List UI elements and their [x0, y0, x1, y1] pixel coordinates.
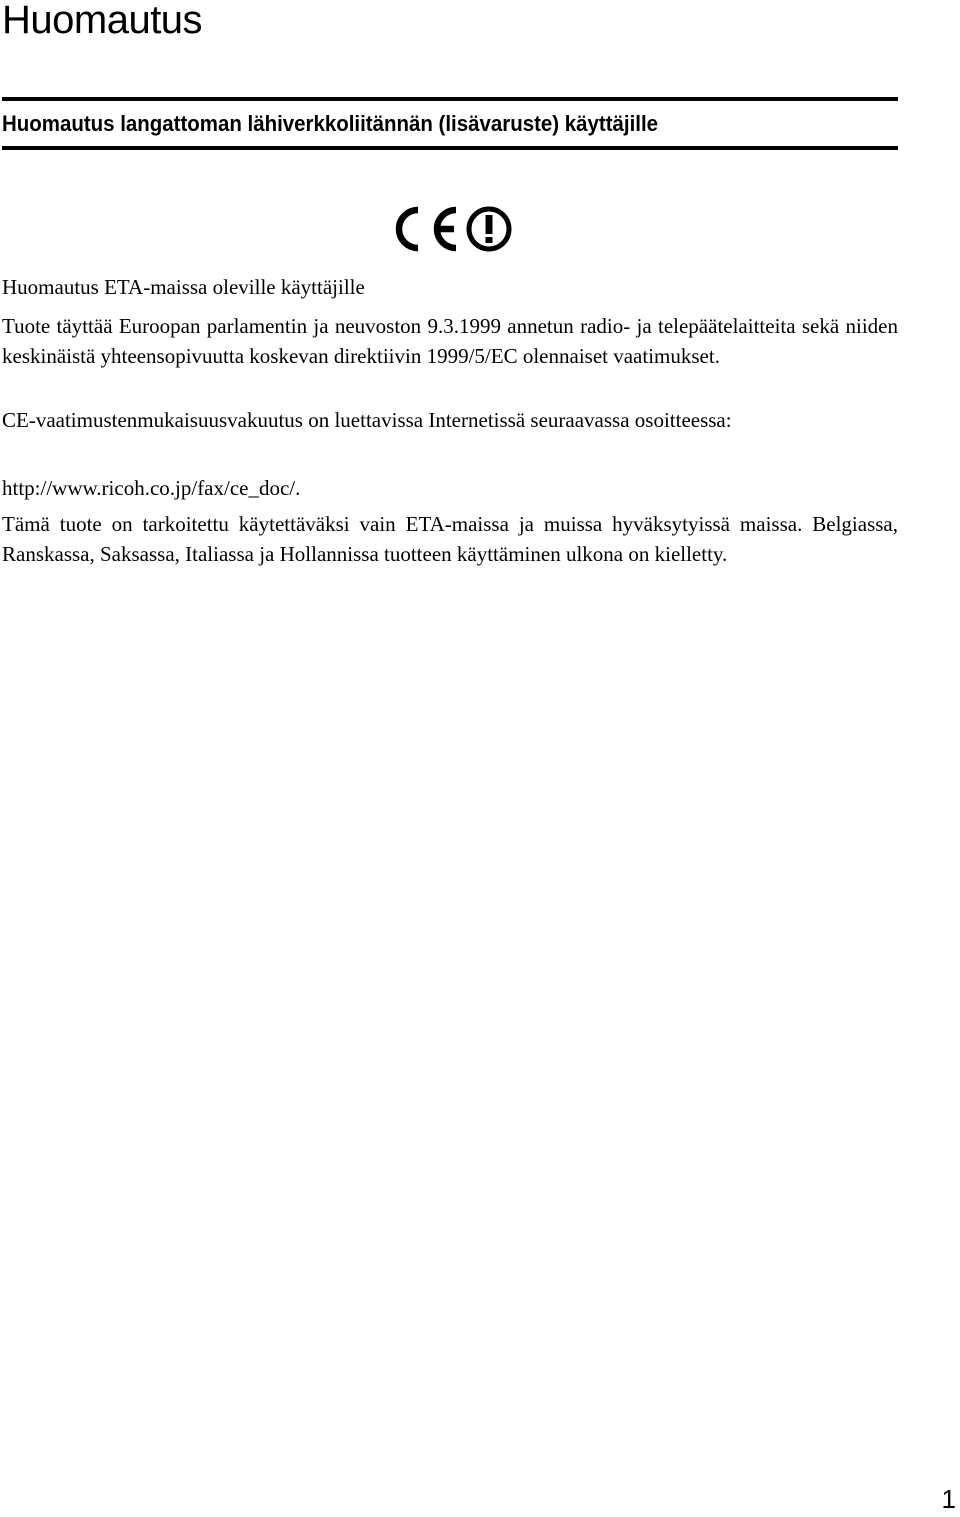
paragraph-usage-restriction: Tämä tuote on tarkoitettu käytettäväksi vain ETA-maissa ja muissa hyväksytyissä maissa. Belgiassa, Ranskassa, Saksassa, Italiassa ja Hollannissa tuotteen käyttäminen ulkona on kielletty. — [2, 512, 898, 566]
alert-icon — [469, 209, 509, 249]
declaration-url: http://www.ricoh.co.jp/fax/ce_doc/. — [2, 476, 301, 500]
section-heading: Huomautus langattoman lähiverkkoliitännän (lisävaruste) käyttäjille — [2, 111, 659, 136]
heading-rule-bottom — [2, 146, 898, 150]
ce-alert-marks — [388, 206, 514, 252]
paragraph-directive: Tuote täyttää Euroopan parlamentin ja neuvoston 9.3.1999 annetun radio- ja telepäätelaitteita sekä niiden keskinäistä yhteensopivuutta koskevan direktiivin 1999/5/EC olennaiset vaatimukset. — [2, 314, 898, 368]
page-number: 1 — [941, 1484, 956, 1514]
paragraph-declaration: CE-vaatimustenmukaisuusvakuutus on luettavissa Internetissä seuraavassa osoitteessa: — [2, 408, 732, 432]
eea-subheading: Huomautus ETA-maissa oleville käyttäjille — [2, 275, 365, 299]
page-title: Huomautus — [2, 0, 203, 42]
heading-rule-top — [2, 97, 898, 101]
ce-mark-icon — [388, 206, 514, 252]
